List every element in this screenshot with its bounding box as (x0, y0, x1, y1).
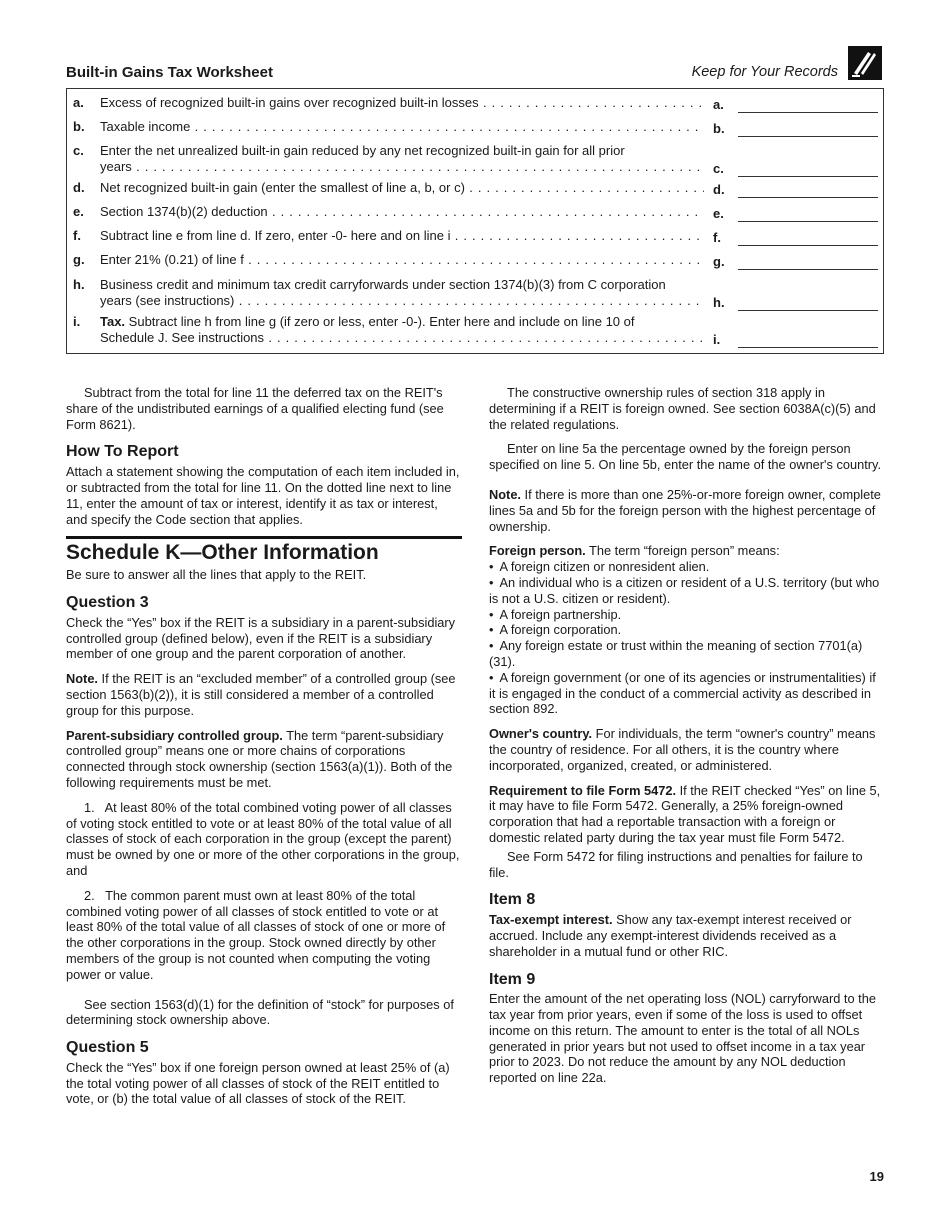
list-item: • A foreign partnership. (489, 607, 885, 623)
note-multiple-owners (489, 487, 885, 534)
worksheet-row-line (100, 314, 704, 330)
worksheet-row-bold-lead: Tax. (100, 314, 126, 329)
worksheet-row-line (100, 228, 704, 244)
worksheet-row-line (100, 119, 704, 135)
item-9-heading: Item 9 (489, 970, 536, 988)
keep-for-records-label: Keep for Your Records (691, 64, 838, 80)
worksheet-row-text (100, 314, 704, 346)
worksheet-row-letter: f. (73, 228, 81, 243)
worksheet-row-ref: b. (713, 121, 725, 136)
worksheet-row-text (100, 95, 704, 111)
note-label: Note. (489, 486, 521, 502)
form-5472-text: If the REIT checked “Yes” on line 5, it may have to file Form 5472. Generally, a 25% foreign-owned corporation that had a reportable transaction with a foreign or domestic related party during the tax year must file Form 5472. (489, 782, 881, 845)
worksheet-row-text (100, 228, 704, 244)
see-form-5472: See Form 5472 for filing instructions and penalties for failure to file. (489, 848, 863, 880)
worksheet-title: Built-in Gains Tax Worksheet (66, 64, 273, 81)
owners-country-label: Owner's country. (489, 726, 593, 742)
requirement-2: 2. The common parent must own at least 80% of the total combined voting power of all classes of stock entitled to vote or at least 80% of the total value of all classes of stock of one or more of the other corporations in the group. Stock owned directly by other members of the group is not counted when computing the voting power or value. (66, 887, 449, 982)
worksheet-row-letter: h. (73, 277, 85, 292)
question-5-text: Check the “Yes” box if one foreign person owned at least 25% of (a) the total voting power of all classes of stock of the REIT entitled to vote, or (b) the total value of all classes of stock of the REIT. (66, 1059, 450, 1107)
requirement-1: 1. At least 80% of the total combined voting power of all classes of voting stock entitled to vote or at least 80% of the total value of all classes of stock of each corporation in the group (except the parent) must be owned by one or more of the other corporations in the group, and (66, 799, 463, 878)
list-item: • A foreign government (or one of its agencies or instrumentalities) if it is engaged in the conduct of a commercial activity as described in section 892. (489, 670, 885, 717)
worksheet-row-text (100, 252, 704, 268)
worksheet-row-ref: f. (713, 230, 721, 245)
worksheet-entry-field[interactable] (738, 97, 878, 113)
worksheet-row-line-text: Subtract line h from line g (if zero or less, enter -0-). Enter here and include on line 10 of (125, 314, 635, 329)
form-5472-label: Requirement to file Form 5472. (489, 782, 677, 798)
worksheet-row-ref: a. (713, 97, 724, 112)
note-excluded-member (66, 671, 462, 718)
worksheet-row-letter: b. (73, 119, 85, 134)
worksheet-row-ref: d. (713, 182, 725, 197)
form-5472-paragraph (489, 783, 885, 846)
worksheet-row-ref: h. (713, 295, 725, 310)
owners-country-text: For individuals, the term “owner's country” means the country of residence. For all others, it is the country where incorporated, organized, created, or administered. (489, 726, 876, 773)
schedule-k-heading: Schedule K—Other Information (66, 536, 462, 561)
see-section-1563: See section 1563(d)(1) for the definition of “stock” for purposes of determining stock ownership above. (66, 996, 454, 1028)
worksheet-row-text (100, 143, 704, 175)
worksheet-table (66, 88, 884, 354)
item-9-text: Enter the amount of the net operating loss (NOL) carryforward to the tax year from prior years, even if some of the loss is used to offset income on this return. The amount to enter is the total of all NOLs generated in prior years but not used to offset income in a tax year prior to 2023. Do not reduce the amount by any NOL deduction reported on line 22a. (489, 991, 876, 1086)
question-3-text: Check the “Yes” box if the REIT is a subsidiary in a parent-subsidiary controlled group (defined below), even if the REIT is a subsidiary member of one group and the parent corporation of another. (66, 614, 456, 662)
tax-exempt-interest-label: Tax-exempt interest. (489, 912, 613, 928)
worksheet-row-letter: i. (73, 314, 81, 329)
worksheet-row-line (100, 204, 704, 220)
worksheet-row-letter: e. (73, 204, 84, 219)
schedule-k-intro: Be sure to answer all the lines that apply to the REIT. (66, 567, 367, 583)
parent-subsidiary-label: Parent-subsidiary controlled group. (66, 727, 283, 743)
worksheet-row-line (100, 252, 704, 268)
worksheet-row-text (100, 204, 704, 220)
worksheet-row-ref: i. (713, 332, 721, 347)
worksheet-row-line (100, 293, 704, 309)
item-8-heading: Item 8 (489, 891, 536, 909)
note-text: If the REIT is an “excluded member” of a controlled group (see section 1563(b)(2)), it is still considered a member of a controlled group for this purpose. (66, 671, 456, 718)
worksheet-entry-field[interactable] (738, 332, 878, 348)
worksheet-row-line (100, 95, 704, 111)
owners-country-paragraph (489, 726, 885, 773)
worksheet-row-line-text: years (100, 159, 132, 174)
worksheet-row-line-text: Net recognized built-in gain (enter the smallest of line a, b, or c) (100, 180, 465, 195)
worksheet-row-line (100, 143, 704, 159)
worksheet-row-text (100, 277, 704, 309)
worksheet-row-line (100, 277, 704, 293)
line-5a-paragraph: Enter on line 5a the percentage owned by the foreign person specified on line 5. On line 5b, enter the name of the owner's country. (489, 441, 882, 473)
worksheet-row-text (100, 180, 704, 196)
worksheet-row-line-text: Enter 21% (0.21) of line f (100, 252, 244, 267)
how-to-report-paragraph: Attach a statement showing the computation of each item included in, or subtracted from the total for line 11. On the dotted line next to line 11, enter the amount of tax or interest, identify it as tax or interest, and specify the Code section that applies. (66, 464, 460, 527)
left-column (66, 385, 462, 1116)
worksheet-row-line-text: Section 1374(b)(2) deduction (100, 204, 268, 219)
worksheet-row-ref: g. (713, 254, 725, 269)
tax-exempt-interest-text: Show any tax-exempt interest received or accrued. Include any exempt-interest dividends received as a shareholder in a mutual fund or other RIC. (489, 912, 852, 959)
worksheet-entry-field[interactable] (738, 254, 878, 270)
worksheet-row-line-text: Subtract line e from line d. If zero, enter -0- here and on line i (100, 228, 451, 243)
worksheet-row-letter: g. (73, 252, 85, 267)
worksheet-row-line-text: Excess of recognized built-in gains over recognized built-in losses (100, 95, 479, 110)
worksheet-entry-field[interactable] (738, 121, 878, 137)
note-text: If there is more than one 25%-or-more foreign owner, complete lines 5a and 5b for the foreign person with the highest percentage of ownership. (489, 486, 881, 534)
parent-subsidiary-text: The term “parent-subsidiary controlled group” means one or more chains of corporations connected through stock ownership (section 1563(a)(1)). Both of the following requirements must be met. (66, 727, 453, 790)
worksheet-entry-field[interactable] (738, 230, 878, 246)
worksheet-row-ref: e. (713, 206, 724, 221)
pen-records-icon (848, 46, 882, 80)
foreign-person-label: Foreign person. (489, 543, 586, 559)
list-item: • Any foreign estate or trust within the meaning of section 7701(a)(31). (489, 638, 885, 670)
worksheet-entry-field[interactable] (738, 295, 878, 311)
worksheet-row-line-text: Business credit and minimum tax credit carryforwards under section 1374(b)(3) from C corporation (100, 277, 666, 292)
worksheet-row-letter: a. (73, 95, 84, 110)
page-number: 19 (869, 1169, 884, 1184)
worksheet-entry-field[interactable] (738, 161, 878, 177)
worksheet-row-ref: c. (713, 161, 724, 176)
deferred-tax-paragraph: Subtract from the total for line 11 the deferred tax on the REIT's share of the undistributed earnings of a qualified electing fund (see Form 8621). (66, 385, 444, 432)
foreign-person-list (489, 559, 885, 717)
worksheet-header (66, 44, 884, 84)
list-item: • An individual who is a citizen or resident of a U.S. territory (but who is not a U.S. citizen or resident). (489, 575, 885, 607)
how-to-report-heading: How To Report (66, 443, 179, 461)
question-3-heading: Question 3 (66, 593, 149, 611)
question-5-heading: Question 5 (66, 1039, 149, 1057)
worksheet-row-line-text: Taxable income (100, 119, 191, 134)
worksheet-row-line (100, 159, 704, 175)
right-column (489, 385, 885, 1095)
worksheet-row-line-text: years (see instructions) (100, 293, 235, 308)
worksheet-row-line-text: Enter the net unrealized built-in gain reduced by any net recognized built-in gain for all prior (100, 143, 625, 158)
tax-exempt-interest-paragraph (489, 912, 885, 959)
list-item: • A foreign citizen or nonresident alien. (489, 559, 885, 575)
worksheet-row-line (100, 330, 704, 346)
worksheet-entry-field[interactable] (738, 206, 878, 222)
worksheet-row-letter: c. (73, 143, 84, 158)
note-label: Note. (66, 671, 98, 687)
foreign-person-paragraph (489, 543, 885, 559)
worksheet-entry-field[interactable] (738, 182, 878, 198)
list-item: • A foreign corporation. (489, 622, 885, 638)
parent-subsidiary-paragraph (66, 728, 462, 791)
worksheet-row-line (100, 180, 704, 196)
worksheet-row-letter: d. (73, 180, 85, 195)
worksheet-row-text (100, 119, 704, 135)
constructive-ownership-paragraph: The constructive ownership rules of section 318 apply in determining if a REIT is foreign owned. See section 6038A(c)(5) and the related regulations. (489, 385, 876, 432)
foreign-person-text: The term “foreign person” means: (585, 543, 780, 559)
worksheet-row-line-text: Schedule J. See instructions (100, 330, 265, 345)
